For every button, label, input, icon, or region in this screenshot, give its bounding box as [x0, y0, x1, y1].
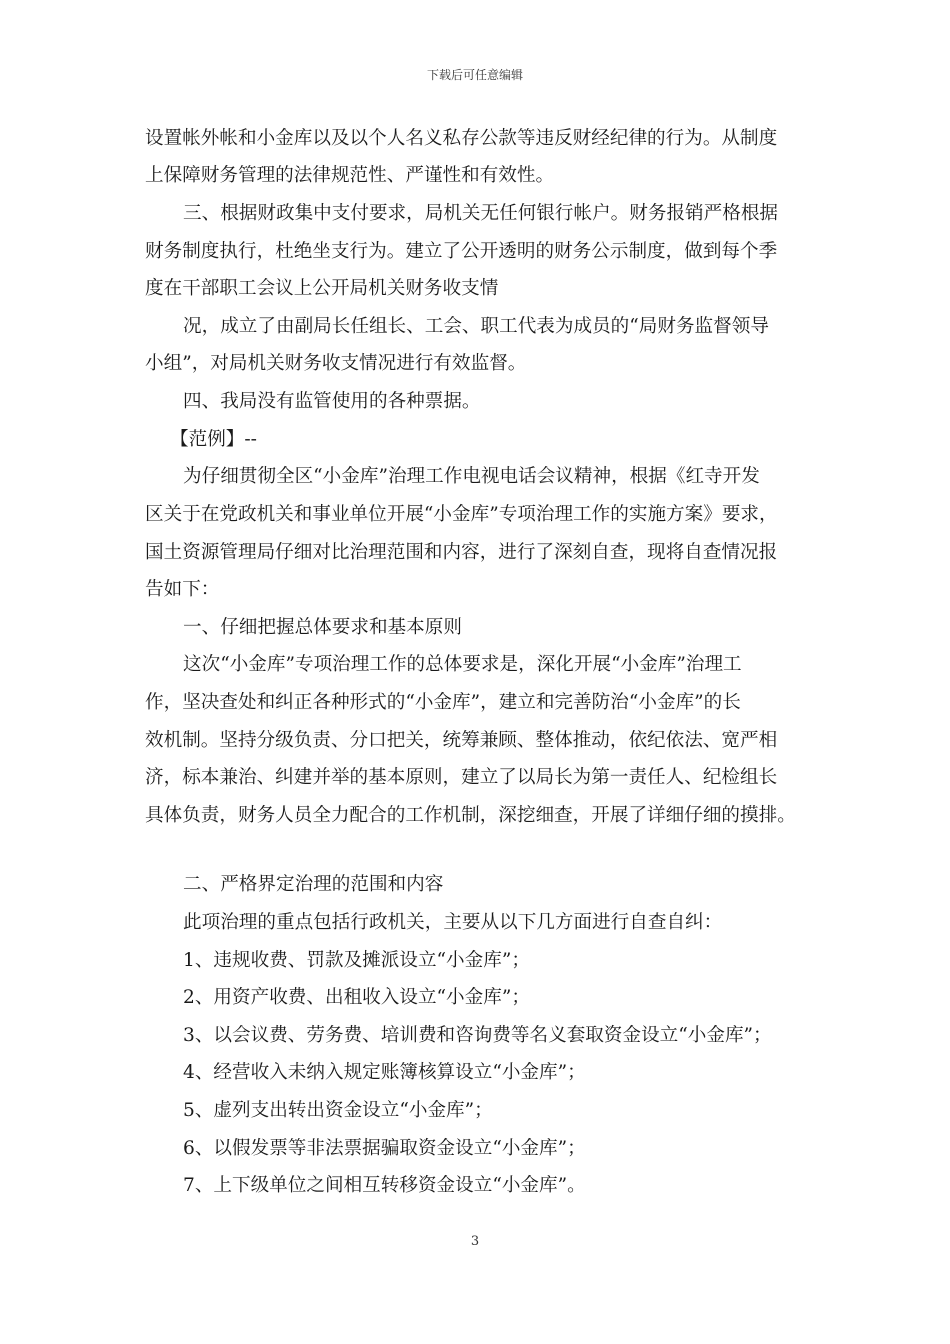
text-line: 设置帐外帐和小金库以及以个人名义私存公款等违反财经纪律的行为。从制度: [145, 128, 778, 149]
text-line: 1、违规收费、罚款及摊派设立“小金库”；: [183, 950, 530, 971]
text-line: 小组”，对局机关财务收支情况进行有效监督。: [145, 353, 527, 374]
text-line: 上保障财务管理的法律规范性、严谨性和有效性。: [145, 165, 555, 186]
text-line: 4、经营收入未纳入规定账簿核算设立“小金库”；: [183, 1062, 586, 1083]
text-line: 3、以会议费、劳务费、培训费和咨询费等名义套取资金设立“小金库”；: [183, 1025, 772, 1046]
text-line: 此项治理的重点包括行政机关，主要从以下几方面进行自查自纠：: [183, 912, 723, 933]
text-line: 济，标本兼治、纠建并举的基本原则，建立了以局长为第一责任人、纪检组长: [145, 767, 778, 788]
text-line: 度在干部职工会议上公开局机关财务收支情: [145, 278, 499, 299]
text-line: 三、根据财政集中支付要求，局机关无任何银行帐户。财务报销严格根据: [183, 203, 779, 224]
text-line: 7、上下级单位之间相互转移资金设立“小金库”。: [183, 1175, 586, 1196]
page-header: 下载后可任意编辑: [426, 68, 523, 82]
text-line: 财务制度执行，杜绝坐支行为。建立了公开透明的财务公示制度，做到每个季: [145, 241, 778, 262]
text-line: 区关于在党政机关和事业单位开展“小金库”专项治理工作的实施方案》要求，: [145, 504, 778, 525]
text-line: 四、我局没有监管使用的各种票据。: [183, 391, 481, 412]
text-line: 5、虚列支出转出资金设立“小金库”；: [183, 1100, 493, 1121]
text-line: 二、严格界定治理的范围和内容: [183, 874, 444, 895]
text-line: 国土资源管理局仔细对比治理范围和内容，进行了深刻自查，现将自查情况报: [145, 542, 778, 563]
text-line: 一、仔细把握总体要求和基本原则: [183, 617, 462, 638]
text-line: 告如下：: [145, 579, 220, 600]
text-line: 为仔细贯彻全区“小金库”治理工作电视电话会议精神，根据《红寺开发: [183, 466, 760, 487]
text-line: 具体负责，财务人员全力配合的工作机制，深挖细查，开展了详细仔细的摸排。: [145, 805, 796, 826]
text-line: 效机制。坚持分级负责、分口把关，统筹兼顾、整体推动，依纪依法、宽严相: [145, 730, 778, 751]
text-line: 2、用资产收费、出租收入设立“小金库”；: [183, 987, 530, 1008]
page-number: 3: [470, 1234, 480, 1249]
text-line: 这次“小金库”专项治理工作的总体要求是，深化开展“小金库”治理工: [183, 654, 742, 675]
text-line: 况，成立了由副局长任组长、工会、职工代表为成员的“局财务监督领导: [183, 316, 769, 337]
text-line: 【范例】--: [170, 429, 257, 450]
text-line: 6、以假发票等非法票据骗取资金设立“小金库”；: [183, 1138, 586, 1159]
text-line: 作，坚决查处和纠正各种形式的“小金库”，建立和完善防治“小金库”的长: [145, 692, 741, 713]
